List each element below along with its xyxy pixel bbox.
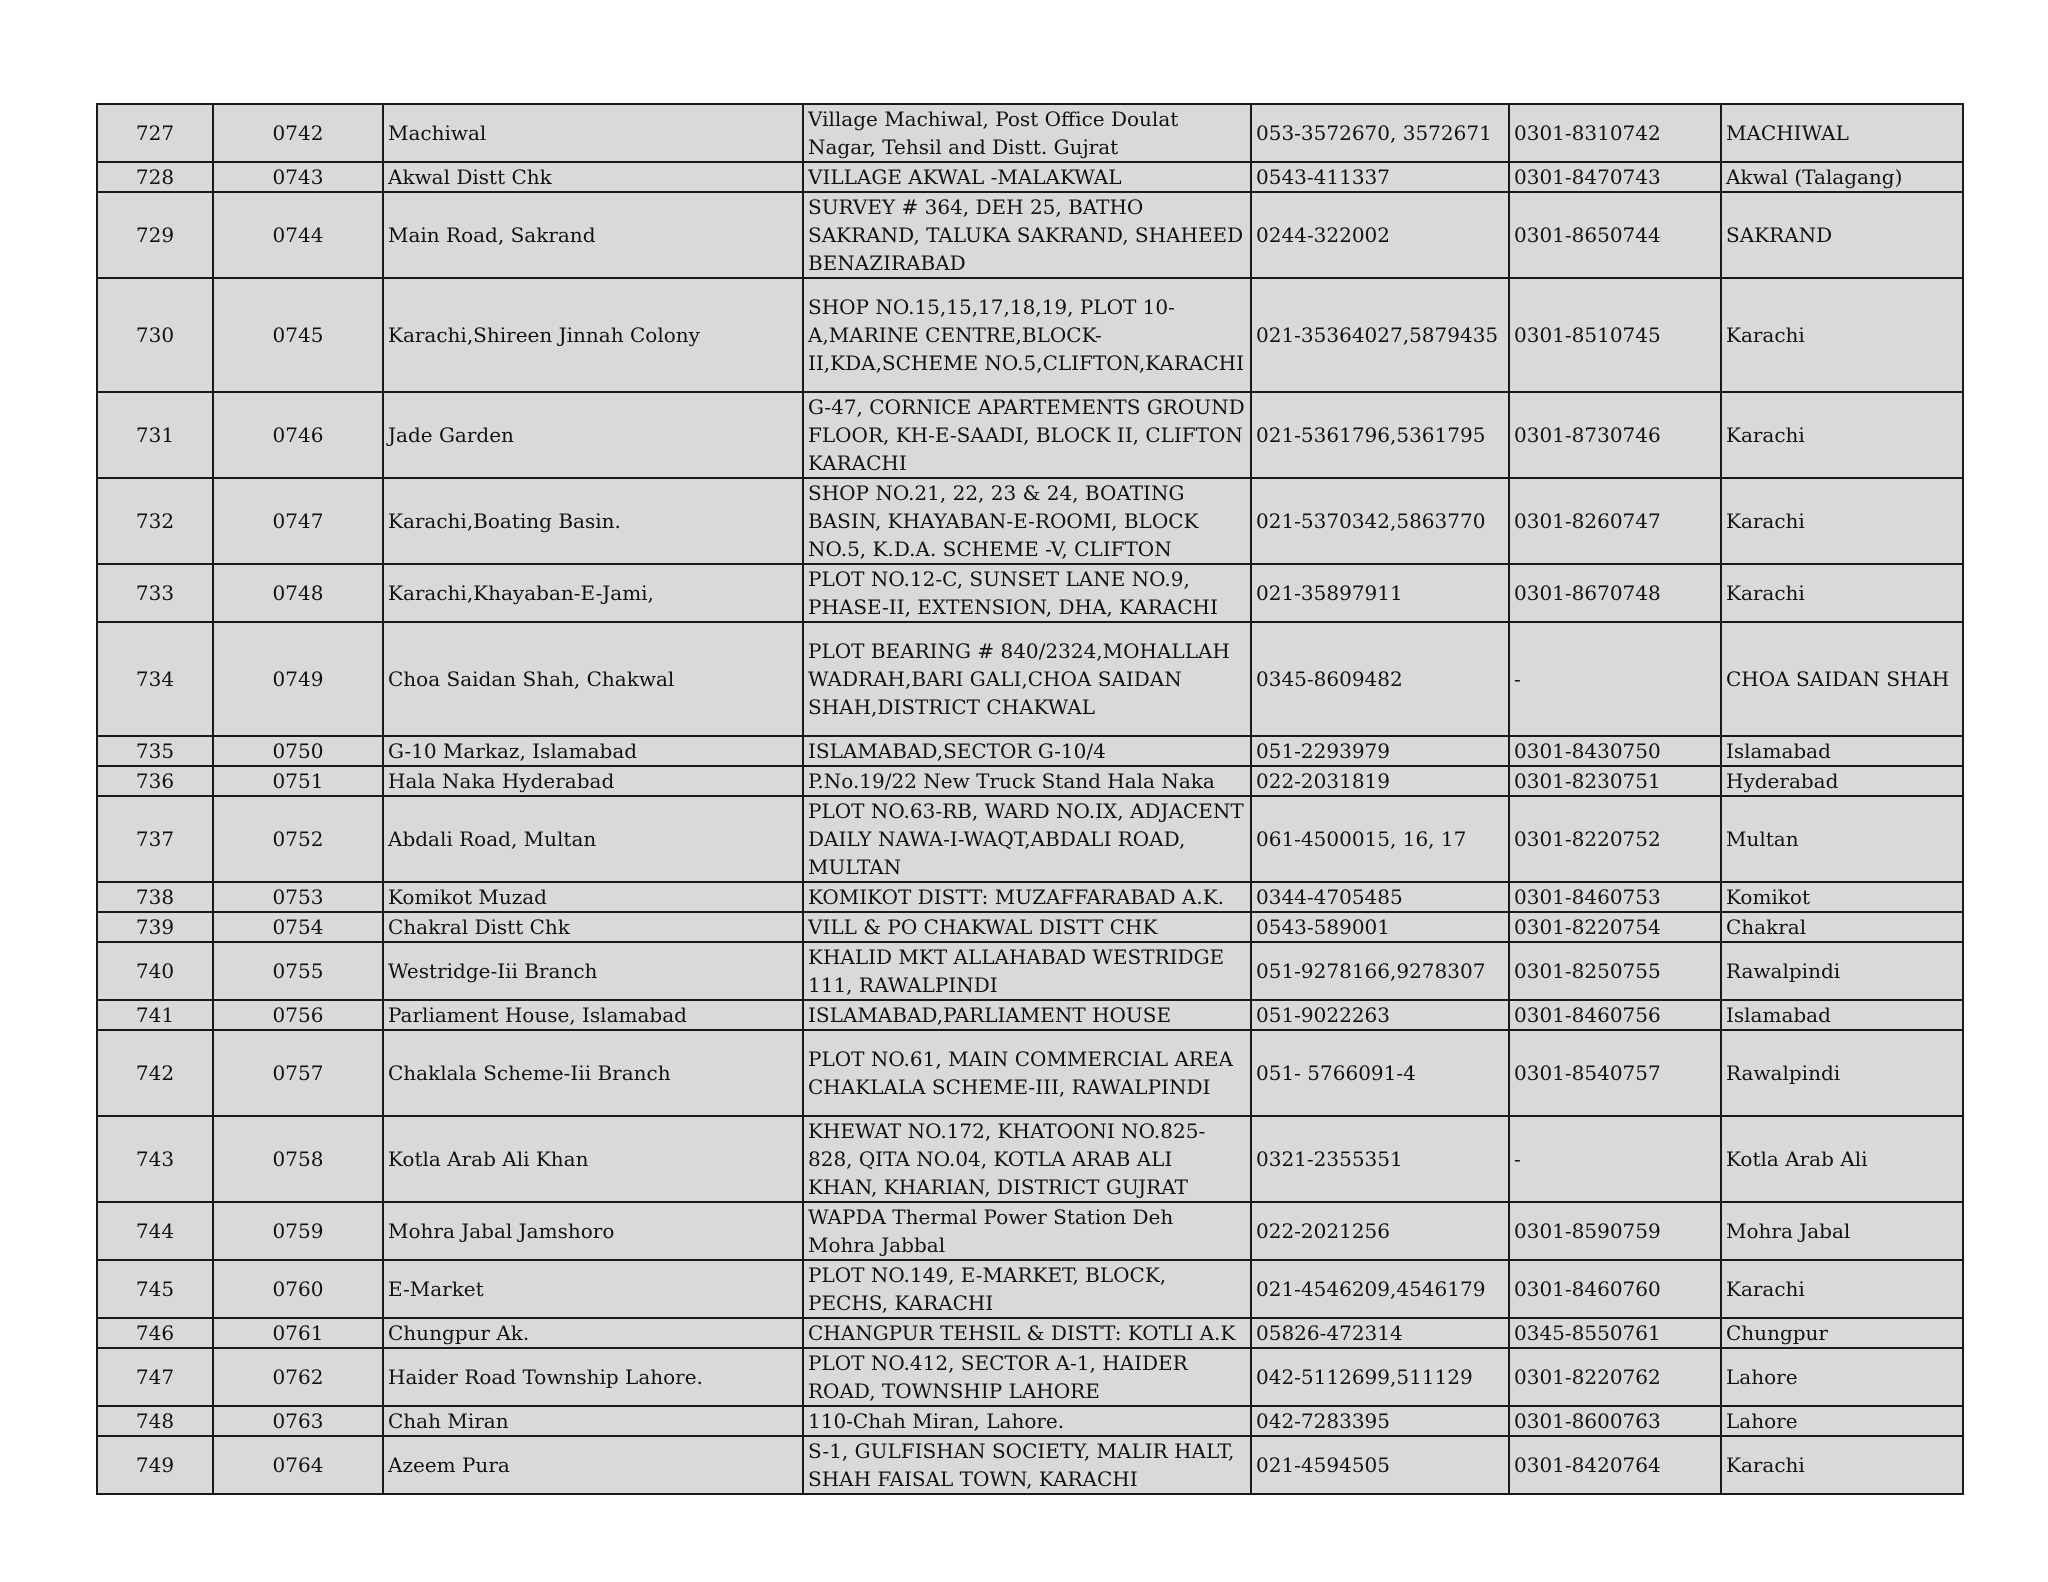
table-row	[97, 766, 1963, 796]
serial-cell: 746	[97, 1318, 213, 1348]
address-cell: SHOP NO.21, 22, 23 & 24, BOATING BASIN, KHAYABAN-E-ROOMI, BLOCK NO.5, K.D.A. SCHEME -V, CLIFTON	[803, 478, 1251, 564]
table-row	[97, 564, 1963, 622]
city-cell: Karachi	[1721, 1436, 1963, 1494]
phone-cell: 061-4500015, 16, 17	[1251, 796, 1509, 882]
city-cell: Karachi	[1721, 278, 1963, 392]
phone-cell: 0543-411337	[1251, 162, 1509, 192]
branch-code-cell: 0753	[213, 882, 383, 912]
branch-code-cell: 0762	[213, 1348, 383, 1406]
mobile-cell: 0345-8550761	[1509, 1318, 1721, 1348]
table-row	[97, 1000, 1963, 1030]
serial-cell: 740	[97, 942, 213, 1000]
serial-cell: 743	[97, 1116, 213, 1202]
branch-name-cell: Abdali Road, Multan	[383, 796, 803, 882]
city-cell: Chakral	[1721, 912, 1963, 942]
city-cell: Karachi	[1721, 392, 1963, 478]
branch-name-cell: Mohra Jabal Jamshoro	[383, 1202, 803, 1260]
branch-name-cell: Chah Miran	[383, 1406, 803, 1436]
branch-name-cell: Komikot Muzad	[383, 882, 803, 912]
serial-cell: 730	[97, 278, 213, 392]
mobile-cell: 0301-8310742	[1509, 104, 1721, 162]
mobile-cell: 0301-8460756	[1509, 1000, 1721, 1030]
branch-code-cell: 0752	[213, 796, 383, 882]
branch-name-cell: Main Road, Sakrand	[383, 192, 803, 278]
mobile-cell: 0301-8220752	[1509, 796, 1721, 882]
branch-code-cell: 0756	[213, 1000, 383, 1030]
serial-cell: 738	[97, 882, 213, 912]
phone-cell: 021-35897911	[1251, 564, 1509, 622]
address-cell: PLOT NO.412, SECTOR A-1, HAIDER ROAD, TOWNSHIP LAHORE	[803, 1348, 1251, 1406]
table-row	[97, 1318, 1963, 1348]
table-row	[97, 736, 1963, 766]
branch-name-cell: Karachi,Khayaban-E-Jami,	[383, 564, 803, 622]
branch-name-cell: Machiwal	[383, 104, 803, 162]
address-cell: VILL & PO CHAKWAL DISTT CHK	[803, 912, 1251, 942]
mobile-cell: -	[1509, 622, 1721, 736]
table-row	[97, 104, 1963, 162]
address-cell: KOMIKOT DISTT: MUZAFFARABAD A.K.	[803, 882, 1251, 912]
table-row	[97, 622, 1963, 736]
phone-cell: 042-5112699,511129	[1251, 1348, 1509, 1406]
address-cell: ISLAMABAD,PARLIAMENT HOUSE	[803, 1000, 1251, 1030]
phone-cell: 021-4546209,4546179	[1251, 1260, 1509, 1318]
city-cell: Komikot	[1721, 882, 1963, 912]
serial-cell: 734	[97, 622, 213, 736]
branch-code-cell: 0743	[213, 162, 383, 192]
address-cell: PLOT NO.12-C, SUNSET LANE NO.9, PHASE-II, EXTENSION, DHA, KARACHI	[803, 564, 1251, 622]
mobile-cell: -	[1509, 1116, 1721, 1202]
phone-cell: 022-2021256	[1251, 1202, 1509, 1260]
phone-cell: 053-3572670, 3572671	[1251, 104, 1509, 162]
document-page	[96, 103, 1962, 1495]
phone-cell: 051-9022263	[1251, 1000, 1509, 1030]
branch-code-cell: 0748	[213, 564, 383, 622]
table-row	[97, 796, 1963, 882]
table-row	[97, 478, 1963, 564]
serial-cell: 744	[97, 1202, 213, 1260]
city-cell: Karachi	[1721, 478, 1963, 564]
branch-name-cell: E-Market	[383, 1260, 803, 1318]
mobile-cell: 0301-8600763	[1509, 1406, 1721, 1436]
serial-cell: 741	[97, 1000, 213, 1030]
table-row	[97, 1030, 1963, 1116]
city-cell: Karachi	[1721, 564, 1963, 622]
mobile-cell: 0301-8460753	[1509, 882, 1721, 912]
city-cell: CHOA SAIDAN SHAH	[1721, 622, 1963, 736]
branch-name-cell: Azeem Pura	[383, 1436, 803, 1494]
city-cell: Islamabad	[1721, 736, 1963, 766]
mobile-cell: 0301-8540757	[1509, 1030, 1721, 1116]
branch-code-cell: 0759	[213, 1202, 383, 1260]
branch-name-cell: Choa Saidan Shah, Chakwal	[383, 622, 803, 736]
city-cell: Karachi	[1721, 1260, 1963, 1318]
phone-cell: 021-5361796,5361795	[1251, 392, 1509, 478]
mobile-cell: 0301-8470743	[1509, 162, 1721, 192]
serial-cell: 735	[97, 736, 213, 766]
address-cell: KHEWAT NO.172, KHATOONI NO.825-828, QITA NO.04, KOTLA ARAB ALI KHAN, KHARIAN, DISTRICT GUJRAT	[803, 1116, 1251, 1202]
table-row	[97, 1436, 1963, 1494]
address-cell: SURVEY # 364, DEH 25, BATHO SAKRAND, TALUKA SAKRAND, SHAHEED BENAZIRABAD	[803, 192, 1251, 278]
mobile-cell: 0301-8670748	[1509, 564, 1721, 622]
branch-name-cell: G-10 Markaz, Islamabad	[383, 736, 803, 766]
city-cell: Chungpur	[1721, 1318, 1963, 1348]
branch-code-cell: 0749	[213, 622, 383, 736]
mobile-cell: 0301-8260747	[1509, 478, 1721, 564]
phone-cell: 0344-4705485	[1251, 882, 1509, 912]
table-row	[97, 1202, 1963, 1260]
mobile-cell: 0301-8650744	[1509, 192, 1721, 278]
city-cell: Kotla Arab Ali	[1721, 1116, 1963, 1202]
table-row	[97, 392, 1963, 478]
mobile-cell: 0301-8510745	[1509, 278, 1721, 392]
mobile-cell: 0301-8430750	[1509, 736, 1721, 766]
serial-cell: 728	[97, 162, 213, 192]
branch-code-cell: 0747	[213, 478, 383, 564]
city-cell: Mohra Jabal	[1721, 1202, 1963, 1260]
serial-cell: 733	[97, 564, 213, 622]
table-row	[97, 1348, 1963, 1406]
city-cell: Lahore	[1721, 1348, 1963, 1406]
city-cell: SAKRAND	[1721, 192, 1963, 278]
branch-table-body	[97, 104, 1963, 1494]
serial-cell: 748	[97, 1406, 213, 1436]
city-cell: Akwal (Talagang)	[1721, 162, 1963, 192]
branch-name-cell: Hala Naka Hyderabad	[383, 766, 803, 796]
city-cell: Rawalpindi	[1721, 1030, 1963, 1116]
table-row	[97, 912, 1963, 942]
address-cell: CHANGPUR TEHSIL & DISTT: KOTLI A.K	[803, 1318, 1251, 1348]
city-cell: Multan	[1721, 796, 1963, 882]
serial-cell: 729	[97, 192, 213, 278]
serial-cell: 736	[97, 766, 213, 796]
serial-cell: 742	[97, 1030, 213, 1116]
table-row	[97, 278, 1963, 392]
branch-code-cell: 0757	[213, 1030, 383, 1116]
branch-code-cell: 0764	[213, 1436, 383, 1494]
address-cell: G-47, CORNICE APARTEMENTS GROUND FLOOR, KH-E-SAADI, BLOCK II, CLIFTON KARACHI	[803, 392, 1251, 478]
table-row	[97, 1116, 1963, 1202]
address-cell: PLOT NO.63-RB, WARD NO.IX, ADJACENT DAILY NAWA-I-WAQT,ABDALI ROAD, MULTAN	[803, 796, 1251, 882]
table-row	[97, 942, 1963, 1000]
address-cell: P.No.19/22 New Truck Stand Hala Naka	[803, 766, 1251, 796]
branch-code-cell: 0744	[213, 192, 383, 278]
address-cell: 110-Chah Miran, Lahore.	[803, 1406, 1251, 1436]
table-row	[97, 192, 1963, 278]
branch-code-cell: 0758	[213, 1116, 383, 1202]
city-cell: Hyderabad	[1721, 766, 1963, 796]
branch-name-cell: Akwal Distt Chk	[383, 162, 803, 192]
phone-cell: 021-4594505	[1251, 1436, 1509, 1494]
mobile-cell: 0301-8460760	[1509, 1260, 1721, 1318]
phone-cell: 051-2293979	[1251, 736, 1509, 766]
branch-code-cell: 0746	[213, 392, 383, 478]
branch-name-cell: Karachi,Shireen Jinnah Colony	[383, 278, 803, 392]
serial-cell: 727	[97, 104, 213, 162]
address-cell: KHALID MKT ALLAHABAD WESTRIDGE 111, RAWALPINDI	[803, 942, 1251, 1000]
city-cell: Rawalpindi	[1721, 942, 1963, 1000]
branch-code-cell: 0745	[213, 278, 383, 392]
branch-code-cell: 0760	[213, 1260, 383, 1318]
address-cell: ISLAMABAD,SECTOR G-10/4	[803, 736, 1251, 766]
branch-name-cell: Chungpur Ak.	[383, 1318, 803, 1348]
table-row	[97, 162, 1963, 192]
branch-name-cell: Chakral Distt Chk	[383, 912, 803, 942]
phone-cell: 051- 5766091-4	[1251, 1030, 1509, 1116]
phone-cell: 022-2031819	[1251, 766, 1509, 796]
address-cell: WAPDA Thermal Power Station Deh Mohra Jabbal	[803, 1202, 1251, 1260]
phone-cell: 042-7283395	[1251, 1406, 1509, 1436]
mobile-cell: 0301-8730746	[1509, 392, 1721, 478]
mobile-cell: 0301-8250755	[1509, 942, 1721, 1000]
branch-name-cell: Parliament House, Islamabad	[383, 1000, 803, 1030]
address-cell: S-1, GULFISHAN SOCIETY, MALIR HALT, SHAH FAISAL TOWN, KARACHI	[803, 1436, 1251, 1494]
mobile-cell: 0301-8420764	[1509, 1436, 1721, 1494]
branch-name-cell: Westridge-Iii Branch	[383, 942, 803, 1000]
city-cell: Islamabad	[1721, 1000, 1963, 1030]
serial-cell: 732	[97, 478, 213, 564]
branch-name-cell: Jade Garden	[383, 392, 803, 478]
city-cell: MACHIWAL	[1721, 104, 1963, 162]
phone-cell: 0543-589001	[1251, 912, 1509, 942]
branch-table	[96, 103, 1964, 1495]
branch-code-cell: 0755	[213, 942, 383, 1000]
phone-cell: 021-35364027,5879435	[1251, 278, 1509, 392]
branch-code-cell: 0761	[213, 1318, 383, 1348]
branch-code-cell: 0754	[213, 912, 383, 942]
mobile-cell: 0301-8590759	[1509, 1202, 1721, 1260]
branch-code-cell: 0742	[213, 104, 383, 162]
city-cell: Lahore	[1721, 1406, 1963, 1436]
branch-name-cell: Chaklala Scheme-Iii Branch	[383, 1030, 803, 1116]
phone-cell: 051-9278166,9278307	[1251, 942, 1509, 1000]
serial-cell: 739	[97, 912, 213, 942]
address-cell: VILLAGE AKWAL -MALAKWAL	[803, 162, 1251, 192]
address-cell: SHOP NO.15,15,17,18,19, PLOT 10-A,MARINE CENTRE,BLOCK-II,KDA,SCHEME NO.5,CLIFTON,KARACHI	[803, 278, 1251, 392]
branch-name-cell: Karachi,Boating Basin.	[383, 478, 803, 564]
mobile-cell: 0301-8220762	[1509, 1348, 1721, 1406]
mobile-cell: 0301-8230751	[1509, 766, 1721, 796]
serial-cell: 749	[97, 1436, 213, 1494]
address-cell: Village Machiwal, Post Office Doulat Nagar, Tehsil and Distt. Gujrat	[803, 104, 1251, 162]
table-row	[97, 882, 1963, 912]
branch-name-cell: Haider Road Township Lahore.	[383, 1348, 803, 1406]
address-cell: PLOT NO.61, MAIN COMMERCIAL AREA CHAKLALA SCHEME-III, RAWALPINDI	[803, 1030, 1251, 1116]
branch-code-cell: 0751	[213, 766, 383, 796]
phone-cell: 021-5370342,5863770	[1251, 478, 1509, 564]
table-row	[97, 1260, 1963, 1318]
serial-cell: 737	[97, 796, 213, 882]
address-cell: PLOT BEARING # 840/2324,MOHALLAH WADRAH,BARI GALI,CHOA SAIDAN SHAH,DISTRICT CHAKWAL	[803, 622, 1251, 736]
phone-cell: 0321-2355351	[1251, 1116, 1509, 1202]
branch-code-cell: 0763	[213, 1406, 383, 1436]
mobile-cell: 0301-8220754	[1509, 912, 1721, 942]
phone-cell: 0345-8609482	[1251, 622, 1509, 736]
branch-code-cell: 0750	[213, 736, 383, 766]
address-cell: PLOT NO.149, E-MARKET, BLOCK, PECHS, KARACHI	[803, 1260, 1251, 1318]
branch-name-cell: Kotla Arab Ali Khan	[383, 1116, 803, 1202]
table-row	[97, 1406, 1963, 1436]
serial-cell: 747	[97, 1348, 213, 1406]
phone-cell: 0244-322002	[1251, 192, 1509, 278]
phone-cell: 05826-472314	[1251, 1318, 1509, 1348]
serial-cell: 731	[97, 392, 213, 478]
serial-cell: 745	[97, 1260, 213, 1318]
